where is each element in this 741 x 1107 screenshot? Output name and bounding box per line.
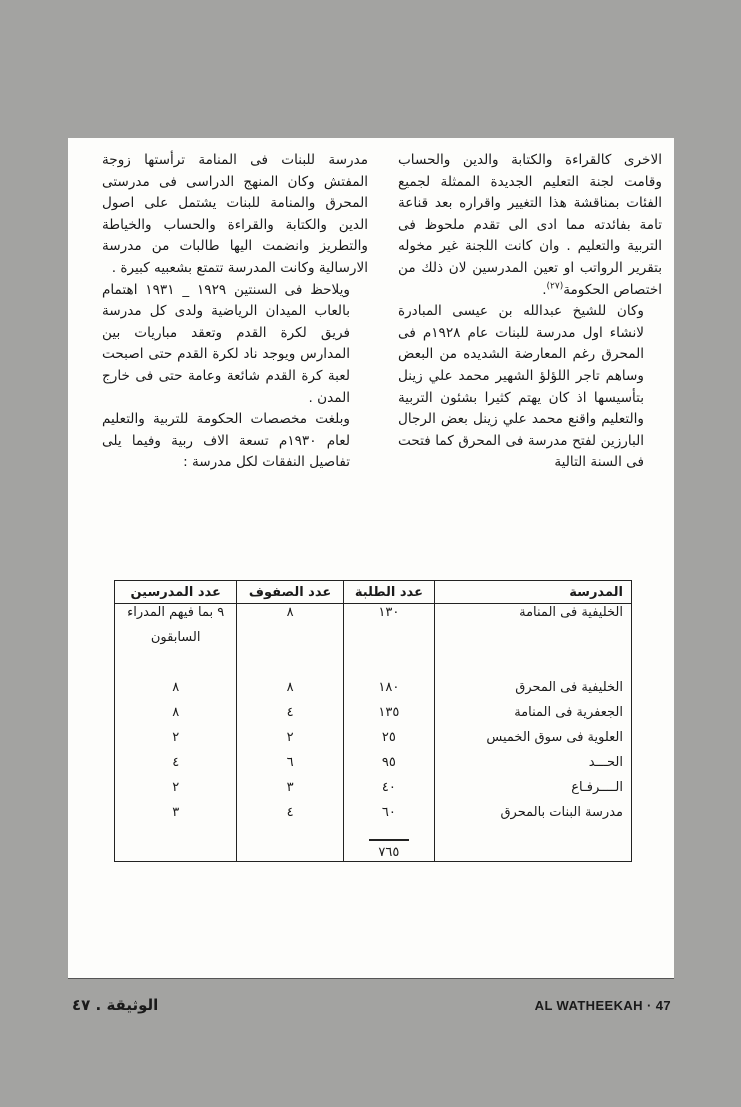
- cell-school: الخليفية فى المحرق: [435, 679, 632, 704]
- schools-table: [114, 580, 632, 862]
- cell-teachers: السابقون: [115, 629, 237, 654]
- article-right-column: [398, 150, 662, 474]
- table-row: [115, 804, 632, 829]
- paragraph: وكان للشيخ عبدالله بن عيسى المبادرة لانشاء اول مدرسة للبنات عام ١٩٢٨م فى المحرق رغم المعارضة الشديده من البعض وساهم تاجر اللؤلؤ الشهير محمد علي زينل بتأسيسها اذ كان يهتم كثيرا بشئون التربية والتعليم واقنع محمد علي زينل بعض الرجال البارزين لفتح مدرسة فى المحرق كما فتحت فى السنة التالية: [398, 303, 644, 471]
- cell-students: ١٣٠: [343, 604, 434, 630]
- cell-students: [343, 629, 434, 654]
- cell-teachers: [115, 654, 237, 679]
- cell-school: [435, 629, 632, 654]
- cell-students: ٢٥: [343, 729, 434, 754]
- cell-classes: ٨: [237, 604, 343, 630]
- cell-school: العلوية فى سوق الخميس: [435, 729, 632, 754]
- cell-classes: ٢: [237, 729, 343, 754]
- total-students: ٧٦٥: [378, 845, 400, 860]
- table-header-row: [115, 581, 632, 604]
- footnote-reference: (٢٧): [546, 281, 564, 292]
- paragraph: وبلغت مخصصات الحكومة للتربية والتعليم لعام ١٩٣٠م تسعة الاف ربية وفيما يلى تفاصيل النفقات لكل مدرسة :: [102, 411, 350, 471]
- header-classes: عدد الصفوف: [237, 581, 343, 604]
- cell-teachers: ٢: [115, 779, 237, 804]
- page-bottom-rule: [68, 978, 674, 979]
- cell-teachers: ٩ بما فيهم المدراء: [115, 604, 237, 630]
- total-cell: [343, 829, 434, 862]
- cell-students: ٦٠: [343, 804, 434, 829]
- table-row: [115, 654, 632, 679]
- table-row: [115, 629, 632, 654]
- table-total-row: [115, 829, 632, 862]
- cell-school: [435, 654, 632, 679]
- cell-teachers: ٨: [115, 704, 237, 729]
- cell-classes: ٨: [237, 679, 343, 704]
- cell-students: ١٣٥: [343, 704, 434, 729]
- cell-students: [343, 654, 434, 679]
- table-row: [115, 754, 632, 779]
- cell-school: الحـــد: [435, 754, 632, 779]
- table-row: [115, 704, 632, 729]
- cell-school: مدرسة البنات بالمحرق: [435, 804, 632, 829]
- cell-school: الــــرفـاع: [435, 779, 632, 804]
- table-row: [115, 779, 632, 804]
- cell-classes: ٤: [237, 704, 343, 729]
- article-left-column: [102, 150, 368, 474]
- footer-english-title: AL WATHEEKAH · 47: [534, 998, 671, 1013]
- paragraph: مدرسة للبنات فى المنامة ترأستها زوجة المفتش وكان المنهج الدراسى فى مدرستى المحرق والمنامة للبنات يشتمل على اصول الدين والكتابة والقراءة والحساب والخياطة والتطريز وانضمت اليها طالبات من مدرسة الارسالية وكانت المدرسة تتمتع بشعبيه كبيرة .: [102, 152, 368, 276]
- cell-students: ١٨٠: [343, 679, 434, 704]
- cell-teachers: ٣: [115, 804, 237, 829]
- header-teachers: عدد المدرسين: [115, 581, 237, 604]
- cell-students: ٤٠: [343, 779, 434, 804]
- cell-classes: [237, 654, 343, 679]
- table-row: [115, 604, 632, 630]
- header-school: المدرسة: [435, 581, 632, 604]
- cell-teachers: ٢: [115, 729, 237, 754]
- header-students: عدد الطلبة: [343, 581, 434, 604]
- cell-school: الخليفية فى المنامة: [435, 604, 632, 630]
- table-row: [115, 729, 632, 754]
- cell-classes: [237, 629, 343, 654]
- cell-teachers: ٨: [115, 679, 237, 704]
- paragraph: ويلاحظ فى السنتين ١٩٢٩ _ ١٩٣١ اهتمام بالعاب الميدان الرياضية ولدى كل مدرسة فريق لكرة القدم وتعقد مباريات بين المدارس ويوجد ناد لكرة القدم حتى اصبحت لعبة كرة القدم شائعة وعامة حتى فى خارج المدن .: [102, 281, 350, 406]
- cell-classes: ٤: [237, 804, 343, 829]
- cell-teachers: ٤: [115, 754, 237, 779]
- cell-classes: ٦: [237, 754, 343, 779]
- cell-students: ٩٥: [343, 754, 434, 779]
- cell-school: الجعفرية فى المنامة: [435, 704, 632, 729]
- paragraph: الاخرى كالقراءة والكتابة والدين والحساب وقامت لجنة التعليم الجديدة الممثلة لجميع الفئات بمناقشة هذا التغيير واقراره بعد قناعة تامة بفائدته مما ادى الى تقدم ملحوظ فى التربية والتعليم . وان كانت اللجنة غير مخوله بتقرير الرواتب او تعين المدرسين لان ذلك من اختصاص الحكومة$^{(٢٧)}$.: [398, 152, 662, 298]
- cell-classes: ٣: [237, 779, 343, 804]
- table-row: [115, 679, 632, 704]
- sum-rule: [369, 839, 409, 841]
- document-page: [68, 138, 674, 978]
- footer-arabic-title: الوثيقة . ٤٧: [72, 996, 159, 1014]
